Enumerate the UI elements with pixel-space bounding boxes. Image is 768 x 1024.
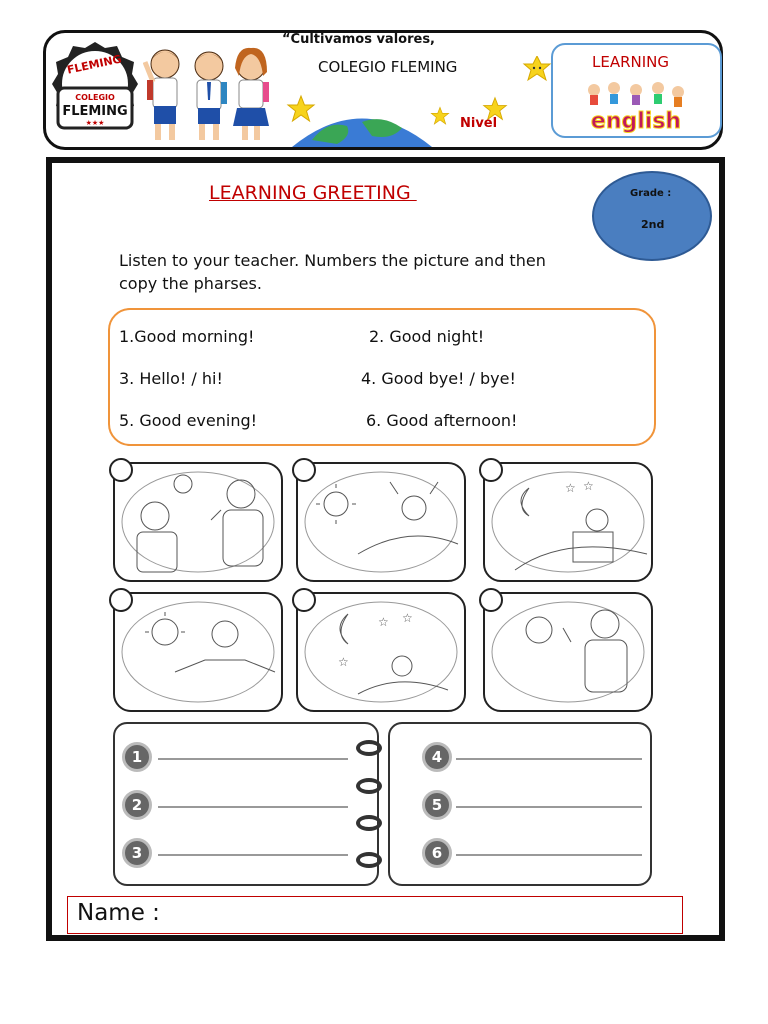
phrase-item: 6. Good afternoon! [366, 411, 518, 430]
answer-line-1[interactable] [158, 758, 348, 760]
worksheet-title: LEARNING GREETING [209, 182, 417, 204]
english-banner [566, 80, 706, 134]
binder-ring-icon [356, 778, 382, 794]
phrase-item: 3. Hello! / hi! [119, 369, 223, 388]
picture-card-good-bye [483, 592, 653, 712]
instructions-line-2: copy the pharses. [119, 274, 262, 293]
school-name: COLEGIO FLEMING [318, 58, 458, 76]
binder-ring-icon [356, 852, 382, 868]
good-evening-scene-illustration [298, 594, 464, 710]
picture-number-circle[interactable] [109, 588, 133, 612]
level-label: Nivel [460, 116, 498, 131]
picture-number-circle[interactable] [292, 458, 316, 482]
svg-text:FLEMING: FLEMING [62, 104, 128, 119]
answer-number: 5 [422, 790, 452, 820]
answer-line-3[interactable] [158, 854, 348, 856]
instructions-line-1: Listen to your teacher. Numbers the picture and then [119, 251, 546, 270]
globe-icon [292, 110, 432, 147]
svg-text:☆: ☆ [338, 655, 349, 669]
answer-number: 1 [122, 742, 152, 772]
good-bye-scene-illustration [485, 594, 651, 710]
picture-card-good-afternoon [113, 592, 283, 712]
svg-text:COLEGIO: COLEGIO [75, 93, 115, 102]
picture-card-good-night [483, 462, 653, 582]
school-motto: “Cultivamos valores, [282, 32, 435, 47]
writing-page-left [113, 722, 379, 886]
answer-number: 3 [122, 838, 152, 868]
phrase-item: 4. Good bye! / bye! [361, 369, 516, 388]
svg-text:english: english [590, 109, 682, 134]
good-afternoon-scene-illustration [115, 594, 281, 710]
answer-number: 4 [422, 742, 452, 772]
svg-text:FLEMING: FLEMING [65, 52, 123, 77]
svg-text:☆: ☆ [378, 615, 389, 629]
grade-value: 2nd [641, 218, 665, 231]
star-icon [430, 106, 450, 126]
name-label: Name : [77, 900, 160, 926]
picture-number-circle[interactable] [479, 458, 503, 482]
binder-ring-icon [356, 740, 382, 756]
phrase-item: 1.Good morning! [119, 327, 255, 346]
svg-text:☆: ☆ [402, 611, 413, 625]
answer-line-6[interactable] [456, 854, 642, 856]
good-night-scene-illustration [485, 464, 651, 580]
grade-badge [592, 171, 712, 261]
picture-card-good-morning [296, 462, 466, 582]
phrase-item: 2. Good night! [369, 327, 485, 346]
picture-number-circle[interactable] [479, 588, 503, 612]
picture-number-circle[interactable] [292, 588, 316, 612]
grade-label: Grade : [630, 188, 672, 199]
svg-text:★★★: ★★★ [85, 119, 105, 127]
answer-line-2[interactable] [158, 806, 348, 808]
hello-scene-illustration [115, 464, 281, 580]
good-morning-scene-illustration [298, 464, 464, 580]
svg-text:☆: ☆ [565, 481, 576, 495]
learning-title: LEARNING [592, 53, 670, 71]
school-logo [50, 38, 140, 143]
answer-number: 6 [422, 838, 452, 868]
answer-number: 2 [122, 790, 152, 820]
picture-number-circle[interactable] [109, 458, 133, 482]
phrase-item: 5. Good evening! [119, 411, 258, 430]
students-illustration [143, 42, 278, 147]
sun-icon [522, 56, 552, 82]
binder-ring-icon [356, 815, 382, 831]
picture-card-hello [113, 462, 283, 582]
svg-text:☆: ☆ [583, 479, 594, 493]
answer-line-5[interactable] [456, 806, 642, 808]
answer-line-4[interactable] [456, 758, 642, 760]
picture-card-good-evening [296, 592, 466, 712]
